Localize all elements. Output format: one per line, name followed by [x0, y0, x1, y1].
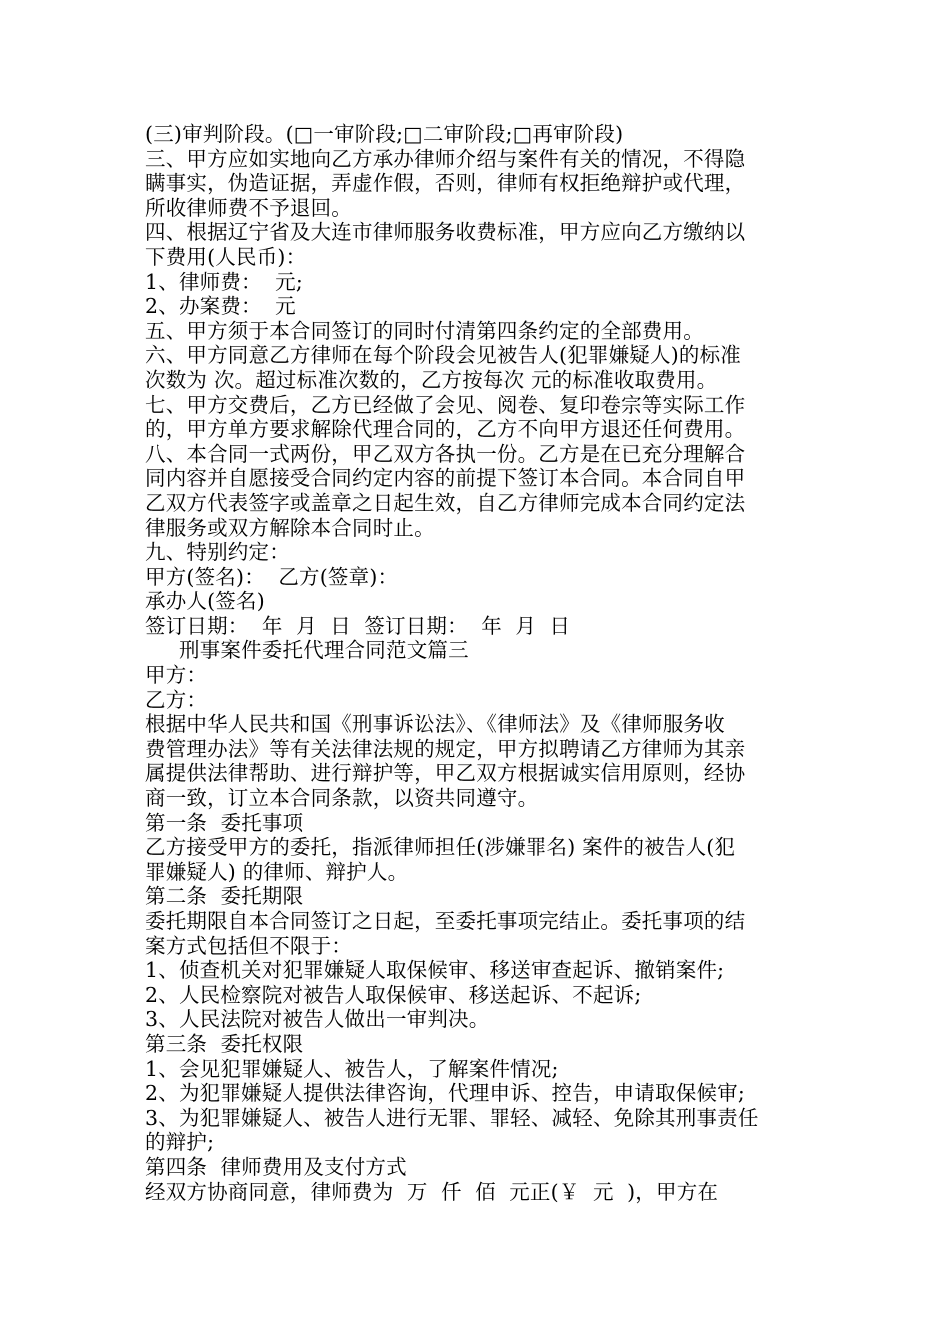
text-line: 1、律师费： 元; — [145, 269, 303, 294]
text-line: 律服务或双方解除本合同时止。 — [145, 515, 435, 540]
text-line: 八、本合同一式两份，甲乙双方各执一份。乙方是在已充分理解合 — [145, 441, 746, 466]
article-heading: 第三条 委托权限 — [145, 1031, 304, 1056]
text-line: 乙方接受甲方的委托，指派律师担任(涉嫌罪名) 案件的被告人(犯 — [145, 835, 736, 860]
text-line: 3、为犯罪嫌疑人、被告人进行无罪、罪轻、减轻、免除其刑事责任 — [145, 1105, 759, 1130]
document-body — [145, 122, 815, 1204]
section-title: 刑事案件委托代理合同范文篇三 — [179, 638, 469, 663]
article-heading: 第二条 委托期限 — [145, 884, 304, 909]
text-line: 下费用(人民币)： — [145, 244, 307, 269]
text-line: 罪嫌疑人) 的律师、辩护人。 — [145, 859, 409, 884]
text-line: 2、为犯罪嫌疑人提供法律咨询，代理申诉、控告，申请取保候审; — [145, 1081, 745, 1106]
text-line: 瞒事实，伪造证据，弄虚作假，否则，律师有权拒绝辩护或代理， — [145, 171, 746, 196]
article-heading: 第四条 律师费用及支付方式 — [145, 1154, 407, 1179]
text-line: 七、甲方交费后，乙方已经做了会见、阅卷、复印卷宗等实际工作 — [145, 392, 746, 417]
text-line: 九、特别约定： — [145, 540, 290, 565]
text-line: 2、办案费： 元 — [145, 294, 296, 319]
article-heading: 第一条 委托事项 — [145, 810, 304, 835]
text-line: 所收律师费不予退回。 — [145, 195, 352, 220]
text-line: 的，甲方单方要求解除代理合同的，乙方不向甲方退还任何费用。 — [145, 417, 746, 442]
text-line: 1、会见犯罪嫌疑人、被告人，了解案件情况; — [145, 1056, 559, 1081]
text-line: 承办人(签名) — [145, 589, 265, 614]
text-line: 乙方： — [145, 687, 208, 712]
text-line: 签订日期： 年 月 日 签订日期： 年 月 日 — [145, 613, 571, 638]
text-line: 的辩护; — [145, 1130, 215, 1155]
text-line: 五、甲方须于本合同签订的同时付清第四条约定的全部费用。 — [145, 318, 704, 343]
text-line: 经双方协商同意，律师费为 万 仟 佰 元正(￥ 元 )，甲方在 — [145, 1179, 719, 1204]
text-line: 根据中华人民共和国《刑事诉讼法》、《律师法》及《律师服务收 — [145, 712, 725, 737]
text-line: 3、人民法院对被告人做出一审判决。 — [145, 1007, 490, 1032]
text-line: 三、甲方应如实地向乙方承办律师介绍与案件有关的情况，不得隐 — [145, 146, 746, 171]
text-line: 1、侦查机关对犯罪嫌疑人取保候审、移送审查起诉、撤销案件; — [145, 958, 725, 983]
text-line: 四、根据辽宁省及大连市律师服务收费标准，甲方应向乙方缴纳以 — [145, 220, 746, 245]
text-line: 次数为 次。超过标准次数的，乙方按每次 元的标准收取费用。 — [145, 367, 718, 392]
text-line: 甲方(签名)： 乙方(签章)： — [145, 564, 399, 589]
text-line: 费管理办法》等有关法律法规的规定，甲方拟聘请乙方律师为其亲 — [145, 736, 746, 761]
text-line: 甲方： — [145, 663, 208, 688]
text-line: 乙双方代表签字或盖章之日起生效，自乙方律师完成本合同约定法 — [145, 490, 746, 515]
text-line: 六、甲方同意乙方律师在每个阶段会见被告人(犯罪嫌疑人)的标准 — [145, 343, 741, 368]
text-line: 属提供法律帮助、进行辩护等，甲乙双方根据诚实信用原则，经协 — [145, 761, 746, 786]
text-line: 委托期限自本合同签订之日起，至委托事项完结止。委托事项的结 — [145, 909, 746, 933]
text-line: (三)审判阶段。(□一审阶段;□二审阶段;□再审阶段) — [145, 122, 624, 146]
text-line: 同内容并自愿接受合同约定内容的前提下签订本合同。本合同自甲 — [145, 466, 746, 491]
text-line: 商一致，订立本合同条款，以资共同遵守。 — [145, 786, 539, 811]
text-line: 案方式包括但不限于： — [145, 933, 352, 958]
text-line: 2、人民检察院对被告人取保候审、移送起诉、不起诉; — [145, 982, 642, 1007]
